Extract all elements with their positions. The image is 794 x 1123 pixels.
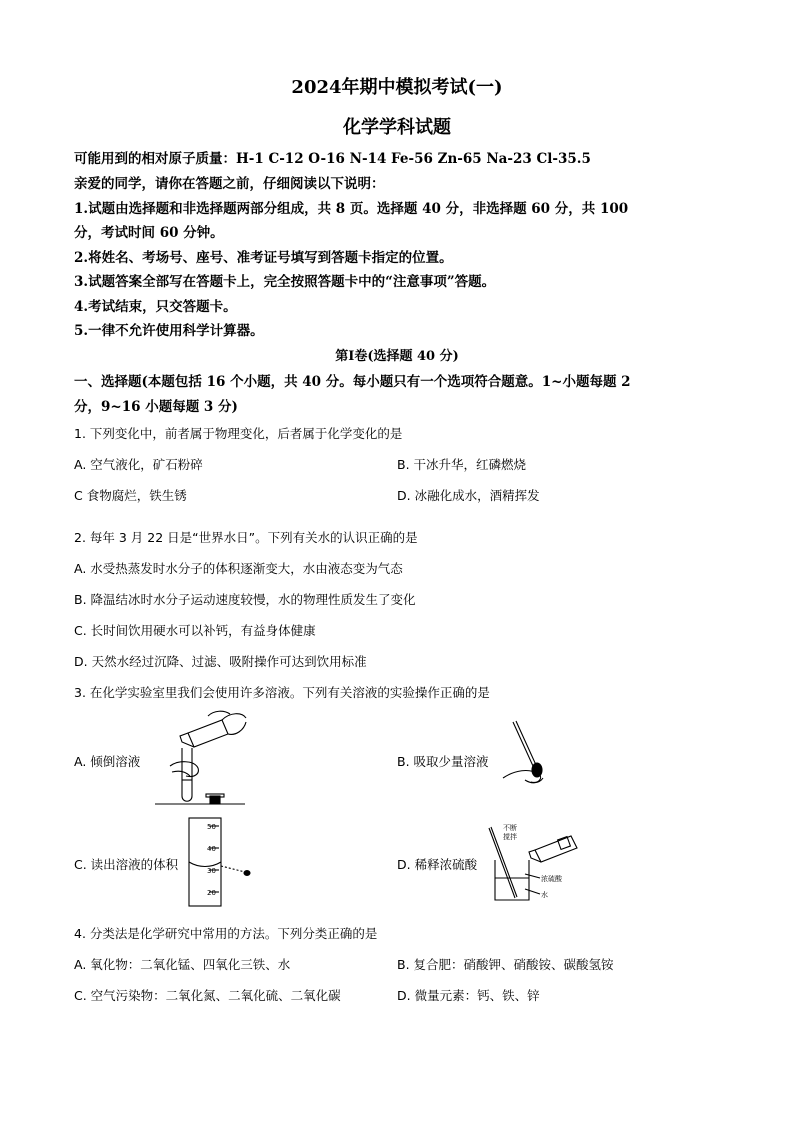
q4-option-d: D. 微量元素：钙、铁、锌	[397, 988, 540, 1003]
instruction-3: 3.试题答案全部写在答题卡上，完全按照答题卡中的“注意事项”答题。	[74, 274, 496, 290]
q3-option-c: C. 读出溶液的体积	[74, 857, 179, 872]
instructions-greeting: 亲爱的同学，请你在答题之前，仔细阅读以下说明：	[74, 176, 385, 192]
measuring-cylinder-illustration	[185, 816, 265, 910]
dilution-illustration	[485, 822, 585, 906]
atomic-masses: 可能用到的相对原子质量：H-1 C-12 O-16 N-14 Fe-56 Zn-65 Na-23 Cl-35.5	[74, 151, 591, 167]
stir-label-line1: 不断	[503, 824, 517, 832]
instruction-1-line2: 分，考试时间 60 分钟。	[74, 225, 224, 241]
q2-option-a: A. 水受热蒸发时水分子的体积逐渐变大，水由液态变为气态	[74, 561, 403, 576]
q2-option-c: C. 长时间饮用硬水可以补钙，有益身体健康	[74, 623, 316, 638]
instruction-2: 2.将姓名、考场号、座号、准考证号填写到答题卡指定的位置。	[74, 250, 453, 266]
section-intro-line2: 分，9~16 小题每题 3 分)	[74, 399, 238, 415]
q1-stem: 1. 下列变化中，前者属于物理变化，后者属于化学变化的是	[74, 426, 403, 441]
q4-option-c: C. 空气污染物：二氧化氮、二氧化硫、二氧化碳	[74, 988, 341, 1003]
q1-option-d: D. 冰融化成水，酒精挥发	[397, 488, 540, 503]
section-heading: 第Ⅰ卷(选择题 40 分)	[335, 349, 459, 364]
q1-option-a: A. 空气液化，矿石粉碎	[74, 457, 203, 472]
exam-subtitle: 化学学科试题	[343, 117, 451, 138]
water-label: 水	[541, 891, 548, 899]
dropper-illustration	[495, 718, 555, 788]
q3-option-a: A. 倾倒溶液	[74, 754, 141, 769]
q2-stem: 2. 每年 3 月 22 日是“世界水日”。下列有关水的认识正确的是	[74, 530, 418, 545]
exam-title: 2024年期中模拟考试(一)	[291, 77, 503, 98]
q4-option-b: B. 复合肥：硝酸钾、硝酸铵、碳酸氢铵	[397, 957, 614, 972]
q3-option-d: D. 稀释浓硫酸	[397, 857, 478, 872]
instruction-4: 4.考试结束，只交答题卡。	[74, 299, 237, 315]
cylinder-tick-50: 50	[207, 823, 216, 831]
q2-option-b: B. 降温结冰时水分子运动速度较慢，水的物理性质发生了变化	[74, 592, 416, 607]
q3-stem: 3. 在化学实验室里我们会使用许多溶液。下列有关溶液的实验操作正确的是	[74, 685, 490, 700]
instruction-5: 5.一律不允许使用科学计算器。	[74, 323, 264, 339]
stir-label-line2: 搅拌	[503, 833, 517, 841]
q4-option-a: A. 氧化物：二氧化锰、四氧化三铁、水	[74, 957, 291, 972]
acid-label: 浓硫酸	[541, 875, 562, 883]
q2-option-d: D. 天然水经过沉降、过滤、吸附操作可达到饮用标准	[74, 654, 367, 669]
q4-stem: 4. 分类法是化学研究中常用的方法。下列分类正确的是	[74, 926, 378, 941]
q3-option-b: B. 吸取少量溶液	[397, 754, 489, 769]
cylinder-tick-40: 40	[207, 845, 216, 853]
q1-option-c: C 食物腐烂，铁生锈	[74, 488, 187, 503]
q1-option-b: B. 干冰升华，红磷燃烧	[397, 457, 527, 472]
section-intro-line1: 一、选择题(本题包括 16 个小题，共 40 分。每小题只有一个选项符合题意。1~小题每题 2	[74, 374, 631, 390]
instruction-1-line1: 1.试题由选择题和非选择题两部分组成，共 8 页。选择题 40 分，非选择题 60 分，共 100	[74, 201, 629, 217]
pouring-solution-illustration	[150, 708, 250, 808]
cylinder-tick-20: 20	[207, 889, 216, 897]
cylinder-tick-30: 30	[207, 867, 216, 875]
